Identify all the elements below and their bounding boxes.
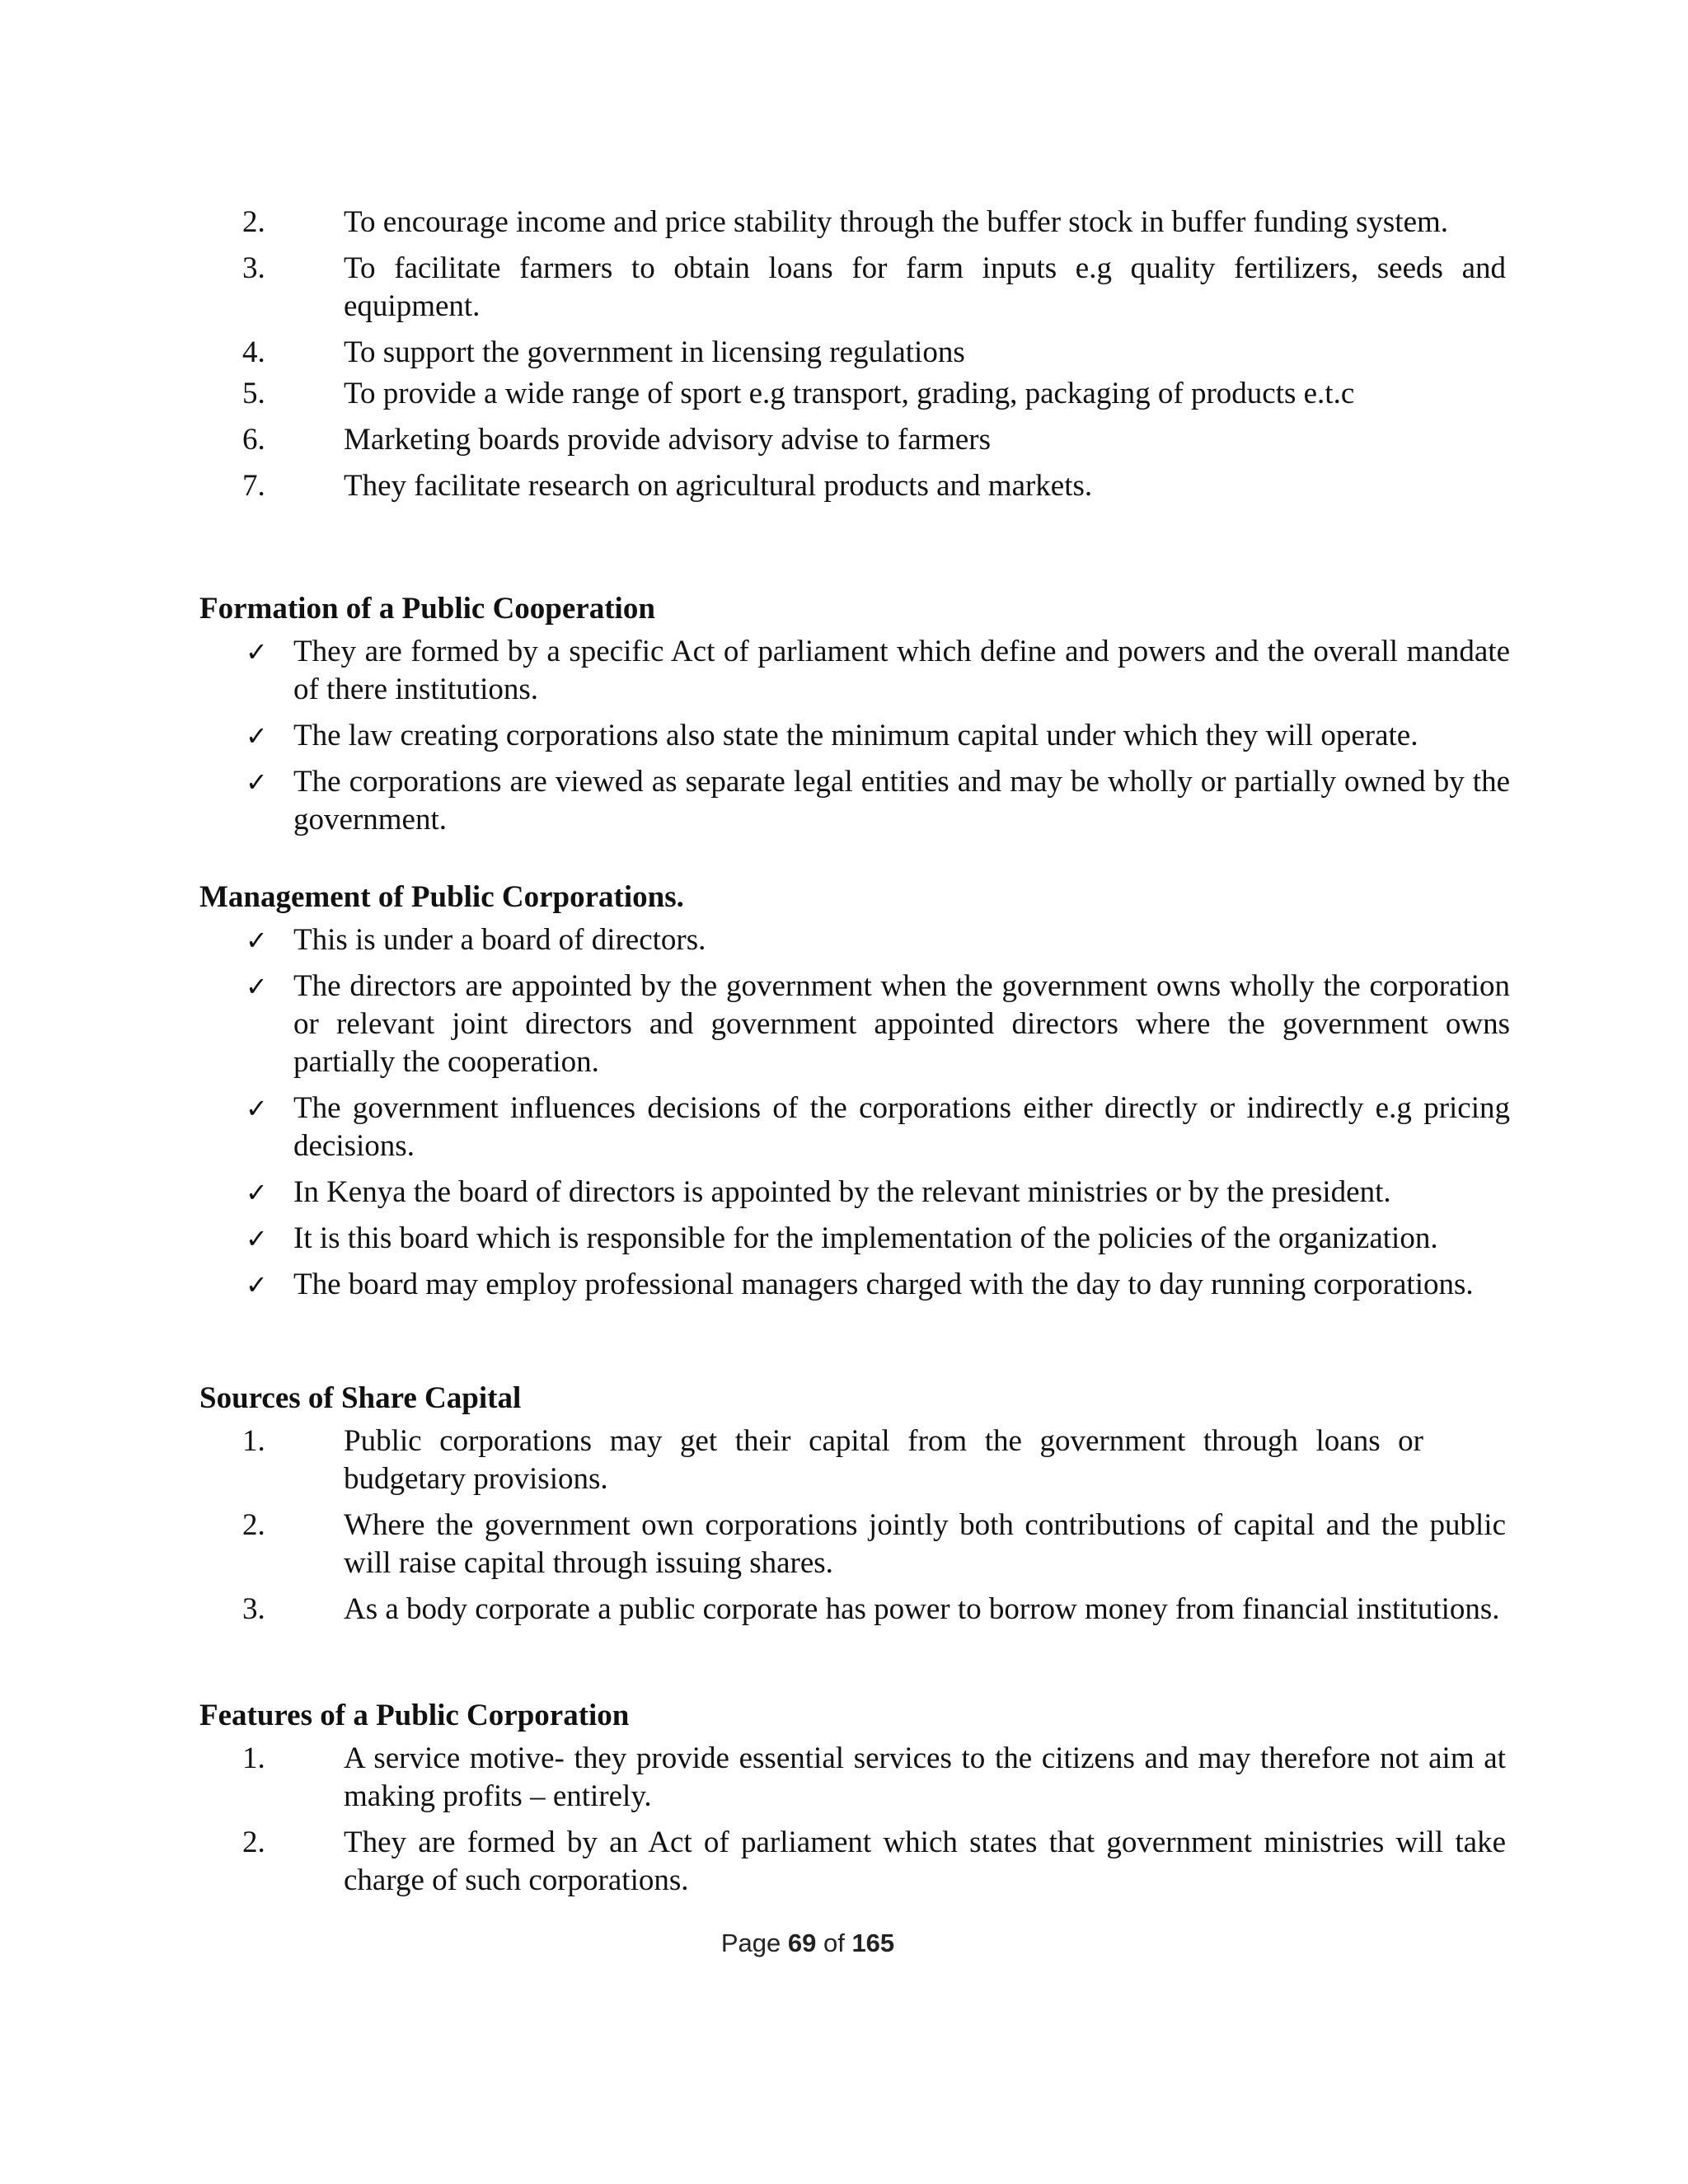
list-item xyxy=(199,1507,1506,1582)
list-text: To encourage income and price stability through the buffer stock in buffer funding system. xyxy=(344,205,1449,239)
list-item xyxy=(199,467,1506,505)
list-text: The board may employ professional managers charged with the day to day running corporations. xyxy=(293,1268,1474,1301)
list-number: 4. xyxy=(242,335,265,369)
sources-heading: Sources of Share Capital xyxy=(199,1381,522,1415)
list-item xyxy=(199,763,1510,839)
list-text: Public corporations may get their capital from the government through loans or budgetary provisions. xyxy=(344,1424,1423,1496)
checkmark-icon: ✓ xyxy=(246,766,268,798)
list-text: As a body corporate a public corporate has power to borrow money from financial institutions. xyxy=(344,1592,1500,1626)
page-number: 69 xyxy=(787,1929,817,1957)
list-number: 3. xyxy=(242,1592,265,1626)
formation-heading: Formation of a Public Cooperation xyxy=(199,592,655,626)
marketing-board-functions-list xyxy=(199,204,1506,505)
checkmark-icon: ✓ xyxy=(246,1177,268,1208)
checkmark-icon: ✓ xyxy=(246,1223,268,1254)
list-text: The directors are appointed by the government when the government owns wholly the corporation or relevant joint directors and government appointed directors where the government owns partially the cooperation. xyxy=(293,969,1510,1079)
checkmark-icon: ✓ xyxy=(246,971,268,1002)
footer-of: of xyxy=(823,1929,845,1957)
list-text: It is this board which is responsible for the implementation of the policies of the organization. xyxy=(293,1221,1438,1255)
list-text: They are formed by an Act of parliament which states that government ministries will take charge of such corporations. xyxy=(344,1825,1506,1897)
list-item xyxy=(199,1266,1510,1304)
list-number: 2. xyxy=(242,205,265,239)
list-text: The law creating corporations also state the minimum capital under which they will operate. xyxy=(293,719,1418,752)
management-heading: Management of Public Corporations. xyxy=(199,880,684,914)
list-item xyxy=(199,375,1506,413)
list-number: 3. xyxy=(242,251,265,285)
footer-prefix: Page xyxy=(720,1929,781,1957)
page-footer xyxy=(0,1929,1615,1958)
list-text: The government influences decisions of the corporations either directly or indirectly e.g pricing decisions. xyxy=(293,1091,1510,1163)
list-text: The corporations are viewed as separate legal entities and may be wholly or partially owned by the government. xyxy=(293,765,1510,837)
list-item xyxy=(199,421,1506,459)
list-text: In Kenya the board of directors is appointed by the relevant ministries or by the president. xyxy=(293,1175,1391,1209)
page-total: 165 xyxy=(851,1929,895,1957)
list-text: To provide a wide range of sport e.g transport, grading, packaging of products e.t.c xyxy=(344,377,1355,410)
sources-list xyxy=(199,1422,1506,1629)
list-number: 1. xyxy=(242,1424,265,1458)
formation-list xyxy=(199,633,1510,839)
list-item xyxy=(199,1090,1510,1165)
management-list xyxy=(199,921,1510,1304)
list-number: 2. xyxy=(242,1825,265,1859)
list-item xyxy=(199,1824,1506,1900)
list-number: 1. xyxy=(242,1741,265,1775)
features-list xyxy=(199,1740,1506,1900)
list-item xyxy=(199,1422,1506,1498)
list-text: Where the government own corporations jointly both contributions of capital and the public will raise capital through issuing shares. xyxy=(344,1508,1506,1580)
list-item xyxy=(199,717,1510,755)
list-item xyxy=(199,633,1510,709)
list-item xyxy=(199,250,1506,326)
checkmark-icon: ✓ xyxy=(246,720,268,752)
list-text: This is under a board of directors. xyxy=(293,923,706,957)
list-item xyxy=(199,1174,1510,1212)
checkmark-icon: ✓ xyxy=(246,1093,268,1124)
list-item xyxy=(199,968,1510,1081)
checkmark-icon: ✓ xyxy=(246,925,268,956)
list-number: 7. xyxy=(242,469,265,503)
list-item xyxy=(199,921,1510,959)
list-number: 2. xyxy=(242,1508,265,1542)
list-text: They are formed by a specific Act of parliament which define and powers and the overall mandate of there institutions. xyxy=(293,635,1510,706)
list-text: Marketing boards provide advisory advise to farmers xyxy=(344,423,992,457)
list-number: 6. xyxy=(242,423,265,457)
list-item xyxy=(199,1740,1506,1816)
list-text: They facilitate research on agricultural products and markets. xyxy=(344,469,1093,503)
list-item xyxy=(199,1220,1510,1258)
checkmark-icon: ✓ xyxy=(246,1269,268,1301)
list-number: 5. xyxy=(242,377,265,410)
list-text: A service motive- they provide essential services to the citizens and may therefore not aim at making profits – entirely. xyxy=(344,1741,1506,1813)
list-text: To support the government in licensing regulations xyxy=(344,335,965,369)
checkmark-icon: ✓ xyxy=(246,636,268,668)
features-heading: Features of a Public Corporation xyxy=(199,1699,630,1732)
list-text: To facilitate farmers to obtain loans for farm inputs e.g quality fertilizers, seeds and equipment. xyxy=(344,251,1506,323)
list-item xyxy=(199,334,1506,372)
list-item xyxy=(199,204,1506,241)
list-item xyxy=(199,1591,1506,1629)
